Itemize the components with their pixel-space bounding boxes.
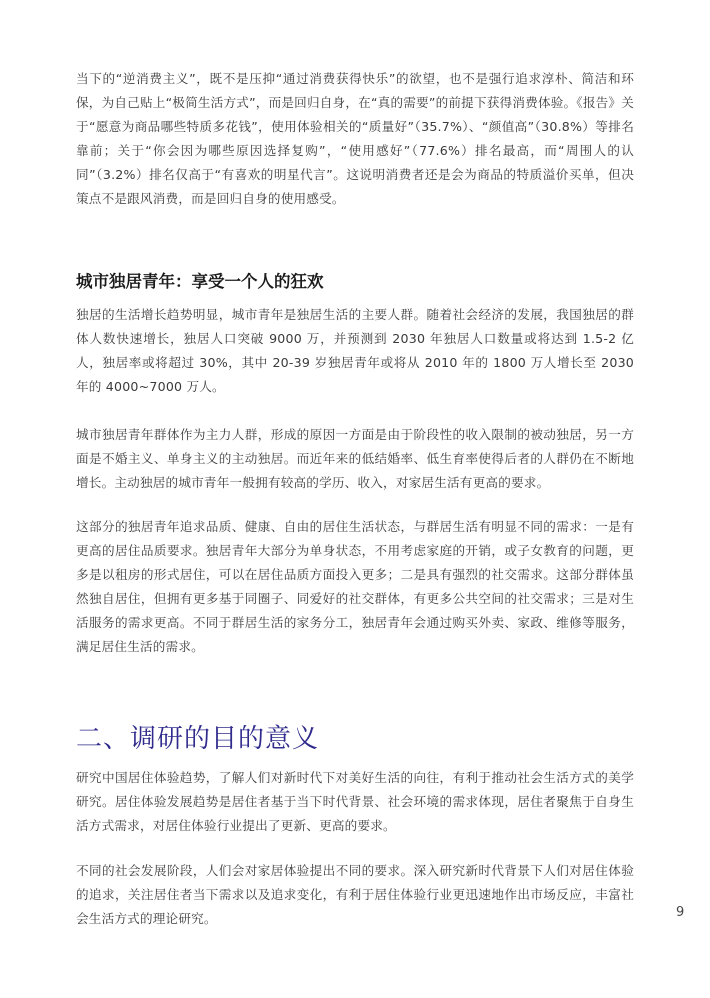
paragraph-single-growth: 独居的生活增长趋势明显，城市青年是独居生活的主要人群。随着社会经济的发展，我国独居的群体人数快速增长，独居人口突破 9000 万，并预测到 2030 年独居人口数量或将达到 1.5-2 亿人，独居率或将超过 30%，其中 20-39 岁独居青年或将从 2010 年的 1800 万人增长至 2030 年的 4000~7000 万人。: [76, 307, 634, 394]
paragraph-single-needs: 这部分的独居青年追求品质、健康、自由的居住生活状态，与群居生活有明显不同的需求：一是有更高的居住品质要求。独居青年大部分为单身状态，不用考虑家庭的开销，或子女教育的问题，更多是以租房的形式居住，可以在居住品质方面投入更多；二是具有强烈的社交需求。这部分群体虽然独自居住，但拥有更多基于同圈子、同爱好的社交群体，有更多公共空间的社交需求；三是对生活服务的需求更高。不同于群居生活的家务分工，独居青年会通过购买外卖、家政、维修等服务，满足居住生活的需求。: [76, 519, 634, 654]
paragraph-anti-consumerism: 当下的“逆消费主义”，既不是压抑“通过消费获得快乐”的欲望，也不是强行追求淳朴、简洁和环保，为自己贴上“极简生活方式”，而是回归自身，在“真的需要”的前提下获得消费体验。《报告》关于“愿意为商品哪些特质多花钱”，使用体验相关的“质量好”（35.7%）、“颜值高”（30.8%）等排名靠前；关于“你会因为哪些原因选择复购”，“使用感好”（77.6%）排名最高，而“周围人的认同”（3.2%）排名仅高于“有喜欢的明星代言”。这说明消费者还是会为商品的特质溢价买单，但决策点不是跟风消费，而是回归自身的使用感受。: [76, 71, 634, 206]
paragraph-single-causes: 城市独居青年群体作为主力人群，形成的原因一方面是由于阶段性的收入限制的被动独居，另一方面是不婚主义、单身主义的主动独居。而近年来的低结婚率、低生育率使得后者的人群仍在不断地增长。主动独居的城市青年一般拥有较高的学历、收入，对家居生活有更高的要求。: [76, 427, 634, 490]
paragraph-research-purpose: 研究中国居住体验趋势，了解人们对新时代下对美好生活的向往，有利于推动社会生活方式的美学研究。居住体验发展趋势是居住者基于当下时代背景、社会环境的需求体现，居住者聚焦于自身生活方式需求，对居住体验行业提出了更新、更高的要求。: [76, 770, 634, 833]
paragraph-research-significance: 不同的社会发展阶段，人们会对家居体验提出不同的要求。深入研究新时代背景下人们对居住体验的追求，关注居住者当下需求以及追求变化，有利于居住体验行业更迅速地作出市场反应，丰富社会生活方式的理论研究。: [76, 863, 634, 926]
page-number: 9: [676, 905, 685, 920]
chapter-heading: 二、调研的目的意义: [76, 724, 320, 754]
section-heading: 城市独居青年：享受一个人的狂欢: [76, 272, 324, 291]
